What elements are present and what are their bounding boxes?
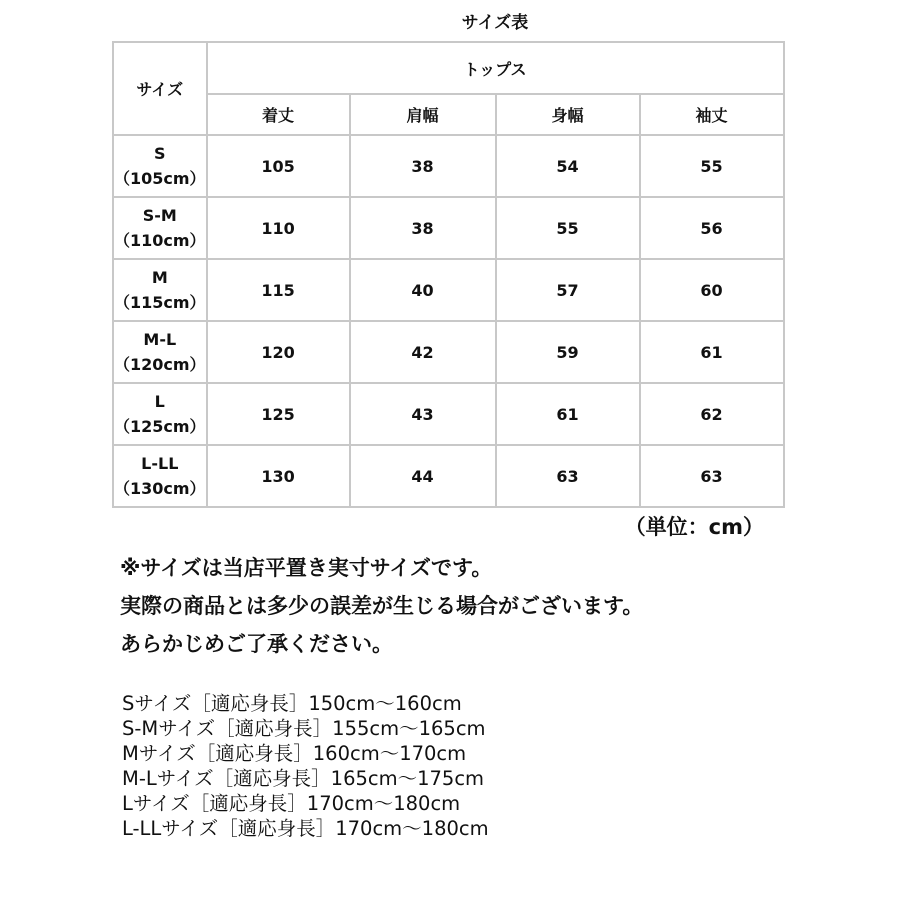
table-row (113, 383, 784, 445)
value-cell: 60 (640, 259, 784, 321)
value-cell: 61 (496, 383, 640, 445)
value-cell: 63 (496, 445, 640, 507)
value-cell: 61 (640, 321, 784, 383)
size-cell (113, 321, 207, 383)
list-item: Sサイズ［適応身長］150cm～160cm (122, 692, 462, 715)
note-line: あらかじめご了承ください。 (120, 632, 393, 656)
fit-height-list (122, 691, 489, 841)
size-label: L (154, 392, 165, 411)
value-cell: 43 (350, 383, 496, 445)
value-cell: 38 (350, 135, 496, 197)
table-row (113, 259, 784, 321)
size-cell (113, 259, 207, 321)
note-line: 実際の商品とは多少の誤差が生じる場合がございます。 (120, 594, 644, 618)
size-cell (113, 445, 207, 507)
value-cell: 59 (496, 321, 640, 383)
list-item: Lサイズ［適応身長］170cm～180cm (122, 792, 461, 815)
size-label: S-M (142, 206, 177, 225)
value-cell: 55 (640, 135, 784, 197)
page-title: サイズ表 (461, 13, 529, 33)
value-cell: 57 (496, 259, 640, 321)
value-cell: 55 (496, 197, 640, 259)
size-height: （105cm） (114, 169, 206, 188)
size-label: M (151, 268, 168, 287)
column-header-sleeve: 袖丈 (640, 94, 784, 135)
column-header-length: 着丈 (207, 94, 350, 135)
size-height: （125cm） (114, 417, 206, 436)
size-height: （115cm） (114, 293, 206, 312)
size-label: S (154, 144, 166, 163)
list-item: M-Lサイズ［適応身長］165cm～175cm (122, 767, 485, 790)
size-height: （130cm） (114, 479, 206, 498)
size-cell (113, 383, 207, 445)
size-label: M-L (143, 330, 177, 349)
value-cell: 62 (640, 383, 784, 445)
value-cell: 105 (207, 135, 350, 197)
table-row (113, 135, 784, 197)
value-cell: 38 (350, 197, 496, 259)
column-header-chest: 身幅 (496, 94, 640, 135)
size-height: （120cm） (114, 355, 206, 374)
table-row (113, 321, 784, 383)
size-height: （110cm） (114, 231, 206, 250)
size-header: サイズ (113, 42, 207, 135)
value-cell: 110 (207, 197, 350, 259)
value-cell: 130 (207, 445, 350, 507)
list-item: L-LLサイズ［適応身長］170cm～180cm (122, 817, 489, 840)
list-item: S-Mサイズ［適応身長］155cm～165cm (122, 717, 486, 740)
size-table (112, 41, 785, 508)
unit-note: （単位：cm） (624, 515, 764, 539)
list-item: Mサイズ［適応身長］160cm～170cm (122, 742, 467, 765)
column-header-shoulder: 肩幅 (350, 94, 496, 135)
tops-header: トップス (207, 42, 784, 94)
table-row (113, 197, 784, 259)
table-row (113, 445, 784, 507)
value-cell: 42 (350, 321, 496, 383)
size-label: L-LL (141, 454, 179, 473)
value-cell: 56 (640, 197, 784, 259)
value-cell: 115 (207, 259, 350, 321)
size-notes (120, 553, 643, 667)
size-cell (113, 135, 207, 197)
value-cell: 125 (207, 383, 350, 445)
value-cell: 40 (350, 259, 496, 321)
size-cell (113, 197, 207, 259)
value-cell: 54 (496, 135, 640, 197)
value-cell: 63 (640, 445, 784, 507)
value-cell: 120 (207, 321, 350, 383)
note-line: ※サイズは当店平置き実寸サイズです。 (120, 556, 493, 580)
value-cell: 44 (350, 445, 496, 507)
